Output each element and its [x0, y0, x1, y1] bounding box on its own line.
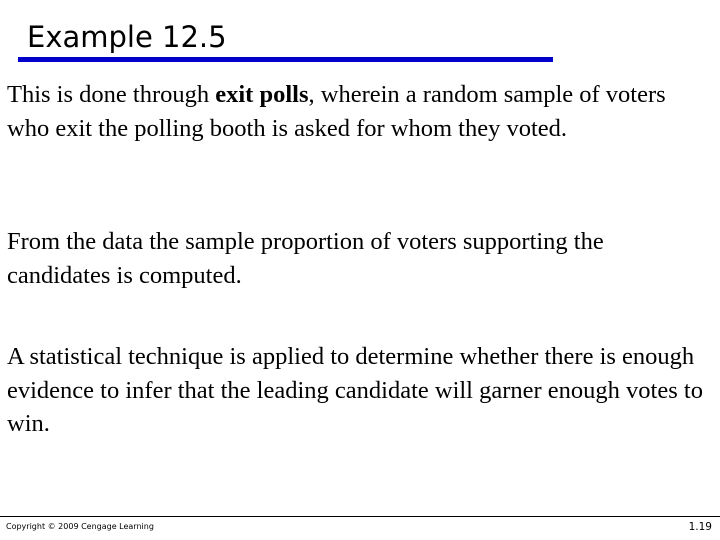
bold-term-exit-polls: exit polls: [215, 81, 309, 108]
title-underline: [18, 57, 553, 62]
paragraph-sample-proportion: From the data the sample proportion of voters supporting the candidates is computed.: [7, 228, 604, 289]
copyright-text: Copyright © 2009 Cengage Learning: [6, 522, 154, 531]
slide-title: Example 12.5: [27, 20, 227, 54]
footer-divider: [0, 516, 720, 517]
paragraph-statistical-technique: A statistical technique is applied to determine whether there is enough evidence to infer that the leading candidate will garner enough votes to win.: [7, 343, 703, 437]
paragraph-text: , wherein a random sample of voters who exit the polling booth is asked for whom they voted.: [7, 81, 666, 142]
paragraph-exit-polls: [7, 78, 713, 145]
paragraph-text: This is done through: [7, 81, 216, 108]
page-number: 1.19: [688, 521, 712, 533]
